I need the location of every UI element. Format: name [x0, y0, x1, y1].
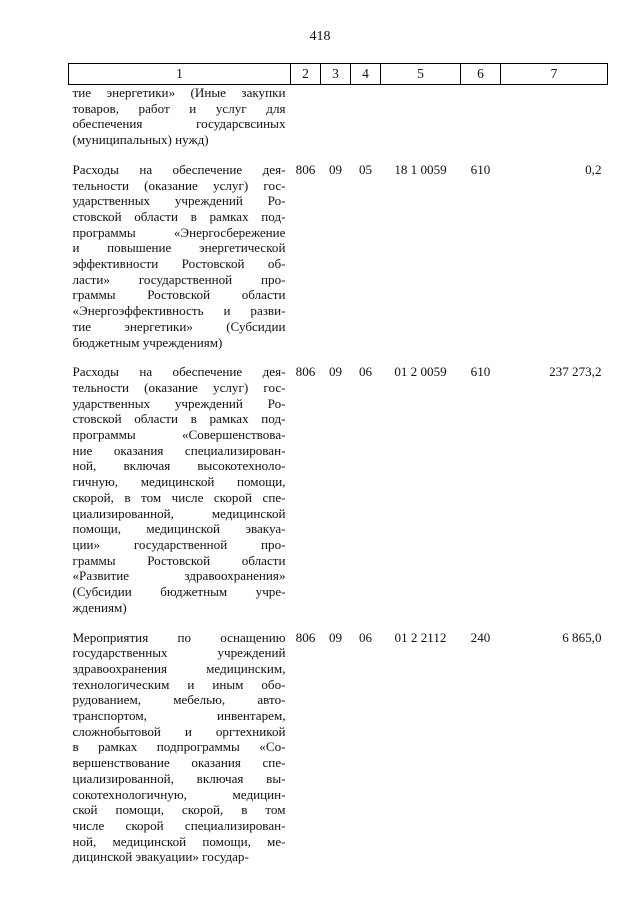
description-line: рудованием, мебелью, авто- — [72, 692, 286, 708]
ministry-code — [291, 85, 321, 148]
description-line: гичную, медицинской помощи, — [72, 474, 286, 490]
column-number-row — [69, 64, 608, 85]
expense-type-code — [461, 85, 501, 148]
column-header-7: 7 — [501, 64, 608, 85]
description-line: циализированной, медицинской — [72, 505, 286, 521]
ministry-code: 806 — [295, 629, 316, 645]
description-line: Расходы на обеспечение дея- — [72, 364, 286, 380]
section-code — [321, 85, 351, 148]
section-code: 09 — [328, 629, 343, 645]
subsection-code: 05 — [358, 161, 373, 177]
description-line: эффективности Ростовской об- — [72, 256, 286, 272]
row-spacer — [69, 350, 608, 364]
description-line: программы «Энергосбережение — [72, 224, 286, 240]
section-code: 09 — [328, 161, 343, 177]
description-line: «Развитие здравоохранения» — [72, 568, 286, 584]
description-line: бюджетным учреждениям) — [72, 334, 223, 350]
description-line: Мероприятия по оснащению — [72, 629, 286, 645]
description-line: помощи, медицинской эвакуа- — [72, 521, 286, 537]
budget-table — [68, 63, 608, 865]
column-header-4: 4 — [351, 64, 381, 85]
column-header-6: 6 — [461, 64, 501, 85]
description-line: ждениям) — [72, 599, 127, 615]
description-line: обеспечения государсвсиных — [72, 116, 286, 132]
expense-type-code: 610 — [470, 161, 491, 177]
expense-type-code: 240 — [470, 629, 491, 645]
amount-value: 0,2 — [585, 161, 602, 177]
row-spacer-cell — [69, 350, 608, 364]
page-number: 418 — [309, 29, 331, 44]
description-line: тельности (оказание услуг) гос- — [72, 379, 286, 395]
description-line: циализированной, включая вы- — [72, 770, 286, 786]
column-header-1: 1 — [69, 64, 291, 85]
subsection-code: 06 — [358, 629, 373, 645]
description-line: и повышение энергетической — [72, 240, 286, 256]
target-article-code: 01 2 2112 — [394, 629, 447, 645]
description-line: ударственных учреждений Ро- — [72, 395, 286, 411]
row-spacer — [69, 148, 608, 162]
row-spacer-cell — [69, 148, 608, 162]
table-row — [69, 85, 608, 148]
description-line: транспортом, инвентарем, — [72, 708, 286, 724]
expense-type-code: 610 — [470, 364, 491, 380]
table-body — [69, 85, 608, 866]
description-line: ударственных учреждений Ро- — [72, 193, 286, 209]
table-row — [69, 630, 608, 866]
description-line: числе скорой специализирован- — [72, 817, 286, 833]
target-article-code: 18 1 0059 — [394, 161, 447, 177]
description-line: тие энергетики» (Иные закупки — [72, 85, 286, 100]
description-line: ской помощи, скорой, в том — [72, 802, 286, 818]
row-spacer — [69, 616, 608, 630]
description-line: граммы Ростовской области — [72, 552, 286, 568]
table-row — [69, 162, 608, 350]
expense-description — [69, 364, 291, 615]
description-line: скорой, в том числе скорой спе- — [72, 489, 286, 505]
section-code: 09 — [328, 364, 343, 380]
ministry-code: 806 — [295, 364, 316, 380]
expense-description — [69, 85, 291, 148]
description-line: в рамках подпрограммы «Со- — [72, 739, 286, 755]
description-line: сложнобытовой и оргтехникой — [72, 723, 286, 739]
description-line: ласти» государственной про- — [72, 271, 286, 287]
amount-value — [501, 85, 608, 148]
column-header-5: 5 — [381, 64, 461, 85]
description-line: тельности (оказание услуг) гос- — [72, 177, 286, 193]
description-line: стовской области в рамках под- — [72, 208, 286, 224]
description-line: стовской области в рамках под- — [72, 411, 286, 427]
description-line: ции» государственной про- — [72, 536, 286, 552]
description-line: (Субсидии бюджетным учре- — [72, 584, 286, 600]
column-header-3: 3 — [321, 64, 351, 85]
description-line: тие энергетики» (Субсидии — [72, 318, 286, 334]
description-line: вершенствование оказания спе- — [72, 755, 286, 771]
subsection-code — [351, 85, 381, 148]
target-article-code — [381, 85, 461, 148]
ministry-code: 806 — [295, 161, 316, 177]
description-line: технологическим и иным обо- — [72, 676, 286, 692]
table-header — [69, 64, 608, 85]
subsection-code: 06 — [358, 364, 373, 380]
description-line: здравоохранения медицинским, — [72, 660, 286, 676]
description-line: программы «Совершенствова- — [72, 427, 286, 443]
description-line: сокотехнологичную, медицин- — [72, 786, 286, 802]
description-line: государственных учреждений — [72, 645, 286, 661]
row-spacer-cell — [69, 616, 608, 630]
description-line: ной, медицинской помощи, ме- — [72, 833, 286, 849]
description-line: «Энергоэффективность и разви- — [72, 303, 286, 319]
target-article-code: 01 2 0059 — [394, 364, 447, 380]
description-line: товаров, работ и услуг для — [72, 100, 286, 116]
column-header-2: 2 — [291, 64, 321, 85]
description-line: граммы Ростовской области — [72, 287, 286, 303]
table-row — [69, 364, 608, 615]
expense-description — [69, 162, 291, 350]
description-line: Расходы на обеспечение дея- — [72, 161, 286, 177]
description-line: (муниципальных) нужд) — [72, 132, 209, 148]
description-line: ной, включая высокотехноло- — [72, 458, 286, 474]
expense-description — [69, 630, 291, 866]
amount-value: 237 273,2 — [549, 364, 602, 380]
amount-value: 6 865,0 — [562, 629, 602, 645]
description-line: дицинской эвакуации» государ- — [72, 849, 249, 865]
description-line: ние оказания специализирован- — [72, 442, 286, 458]
